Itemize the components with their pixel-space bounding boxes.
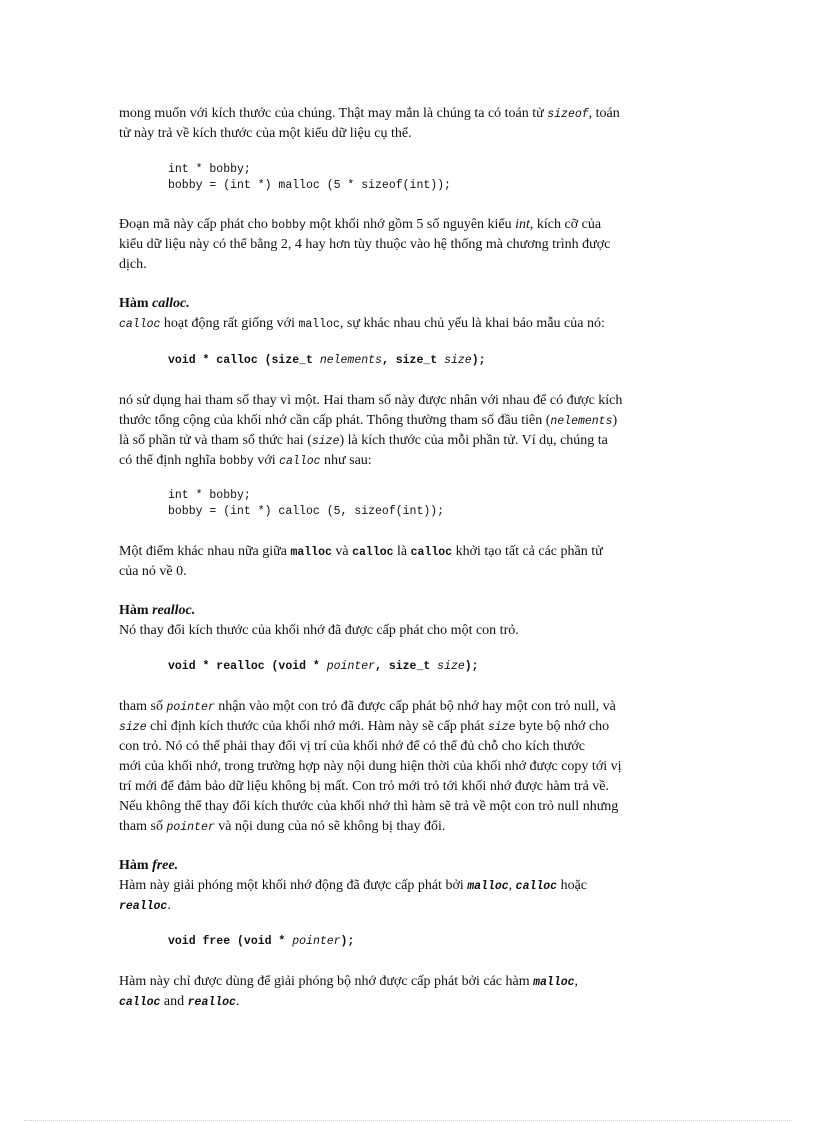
code-term: calloc bbox=[279, 455, 321, 468]
paragraph-line: thước tổng cộng của khối nhớ cần cấp phát. Thông thường tham số đầu tiên (nelements) bbox=[119, 413, 618, 428]
code-term: size bbox=[119, 721, 147, 734]
code-term: calloc bbox=[352, 546, 394, 559]
code-term: nelements bbox=[550, 415, 613, 428]
code-term: malloc bbox=[290, 546, 332, 559]
paragraph-line: mong muốn với kích thước của chúng. Thật may mắn là chúng ta có toán tử sizeof, toán bbox=[119, 106, 620, 121]
paragraph-line: tham số pointer nhận vào một con trỏ đã được cấp phát bộ nhớ hay một con trỏ null, và bbox=[119, 699, 616, 714]
paragraph-line: size chỉ định kích thước của khối nhớ mới. Hàm này sẽ cấp phát size byte bộ nhớ cho bbox=[119, 719, 610, 734]
paragraph-line: dịch. bbox=[119, 257, 147, 272]
paragraph-line: mới của khối nhớ, trong trường hợp này nội dung hiện thời của khối nhớ được copy tới vị bbox=[119, 759, 622, 774]
code-term: calloc bbox=[410, 546, 453, 559]
paragraph-line: realloc. bbox=[119, 898, 171, 913]
section-heading-free: Hàm free. bbox=[119, 858, 179, 873]
code-line: bobby = (int *) calloc (5, sizeof(int)); bbox=[168, 505, 445, 518]
code-term: realloc bbox=[187, 996, 236, 1009]
paragraph-line: Nó thay đổi kích thước của khối nhớ đã được cấp phát cho một con trỏ. bbox=[119, 623, 519, 638]
paragraph-line: tham số pointer và nội dung của nó sẽ không bị thay đổi. bbox=[119, 819, 446, 834]
function-prototype-calloc: void * calloc (size_t nelements, size_t size); bbox=[168, 354, 486, 367]
paragraph-line: tử này trả về kích thước của một kiểu dữ liệu cụ thể. bbox=[119, 126, 412, 141]
code-line: int * bobby; bbox=[168, 489, 251, 502]
code-line: bobby = (int *) malloc (5 * sizeof(int)); bbox=[168, 179, 451, 192]
paragraph-line: calloc and realloc. bbox=[119, 994, 240, 1009]
paragraph-line: calloc hoạt động rất giống với malloc, sự khác nhau chủ yếu là khai báo mẫu của nó: bbox=[119, 316, 605, 331]
code-term: malloc bbox=[533, 976, 575, 989]
code-term: size bbox=[311, 435, 340, 448]
paragraph-line: Đoạn mã này cấp phát cho bobby một khối nhớ gồm 5 số nguyên kiểu int, kích cỡ của bbox=[119, 217, 602, 232]
code-term: calloc bbox=[119, 996, 161, 1009]
paragraph-line: là số phần tử và tham số thức hai (size) là kích thước của mỗi phần tử. Ví dụ, chúng ta bbox=[119, 433, 608, 448]
paragraph-line: kiểu dữ liệu này có thể bằng 2, 4 hay hơn tùy thuộc vào hệ thống mà chương trình được bbox=[119, 237, 611, 252]
paragraph-line: của nó về 0. bbox=[119, 564, 187, 579]
paragraph-line: Hàm này giải phóng một khối nhớ động đã được cấp phát bởi malloc, calloc hoặc bbox=[119, 878, 588, 893]
paragraph-line: Hàm này chỉ được dùng để giải phóng bộ nhớ được cấp phát bởi các hàm malloc, bbox=[119, 974, 579, 989]
paragraph-line: trí mới để đảm bảo dữ liệu không bị mất. Con trỏ mới trỏ tới khối nhớ được hàm trả về. bbox=[119, 779, 610, 794]
code-term: calloc bbox=[119, 318, 161, 331]
code-term: pointer bbox=[166, 821, 215, 834]
code-term: sizeof bbox=[547, 108, 589, 121]
page-bottom-border bbox=[24, 1120, 792, 1121]
section-heading-realloc: Hàm realloc. bbox=[119, 603, 196, 618]
function-prototype-free: void free (void * pointer); bbox=[168, 935, 355, 948]
paragraph-line: Một điểm khác nhau nữa giữa malloc và calloc là calloc khởi tạo tất cả các phần tử bbox=[119, 544, 603, 559]
code-line: int * bobby; bbox=[168, 163, 251, 176]
code-term: bobby bbox=[219, 455, 254, 468]
paragraph-line: có thể định nghĩa bobby với calloc như sau: bbox=[119, 453, 372, 468]
code-term: realloc bbox=[119, 900, 168, 913]
section-heading-calloc: Hàm calloc. bbox=[119, 296, 190, 311]
code-term: malloc bbox=[467, 880, 509, 893]
function-prototype-realloc: void * realloc (void * pointer, size_t size); bbox=[168, 660, 479, 673]
paragraph-line: Nếu không thể thay đổi kích thước của khối nhớ thì hàm sẽ trả về một con trỏ null nhưng bbox=[119, 799, 619, 814]
code-term: size bbox=[487, 721, 516, 734]
code-term: malloc bbox=[298, 318, 340, 331]
code-term: calloc bbox=[515, 880, 558, 893]
paragraph-line: con trỏ. Nó có thể phải thay đổi vị trí của khối nhớ để có thể đủ chỗ cho kích thước bbox=[119, 739, 585, 754]
code-term: bobby bbox=[271, 219, 306, 232]
code-term: pointer bbox=[166, 701, 215, 714]
paragraph-line: nó sử dụng hai tham số thay vì một. Hai tham số này được nhân với nhau để có được kích bbox=[119, 393, 623, 408]
